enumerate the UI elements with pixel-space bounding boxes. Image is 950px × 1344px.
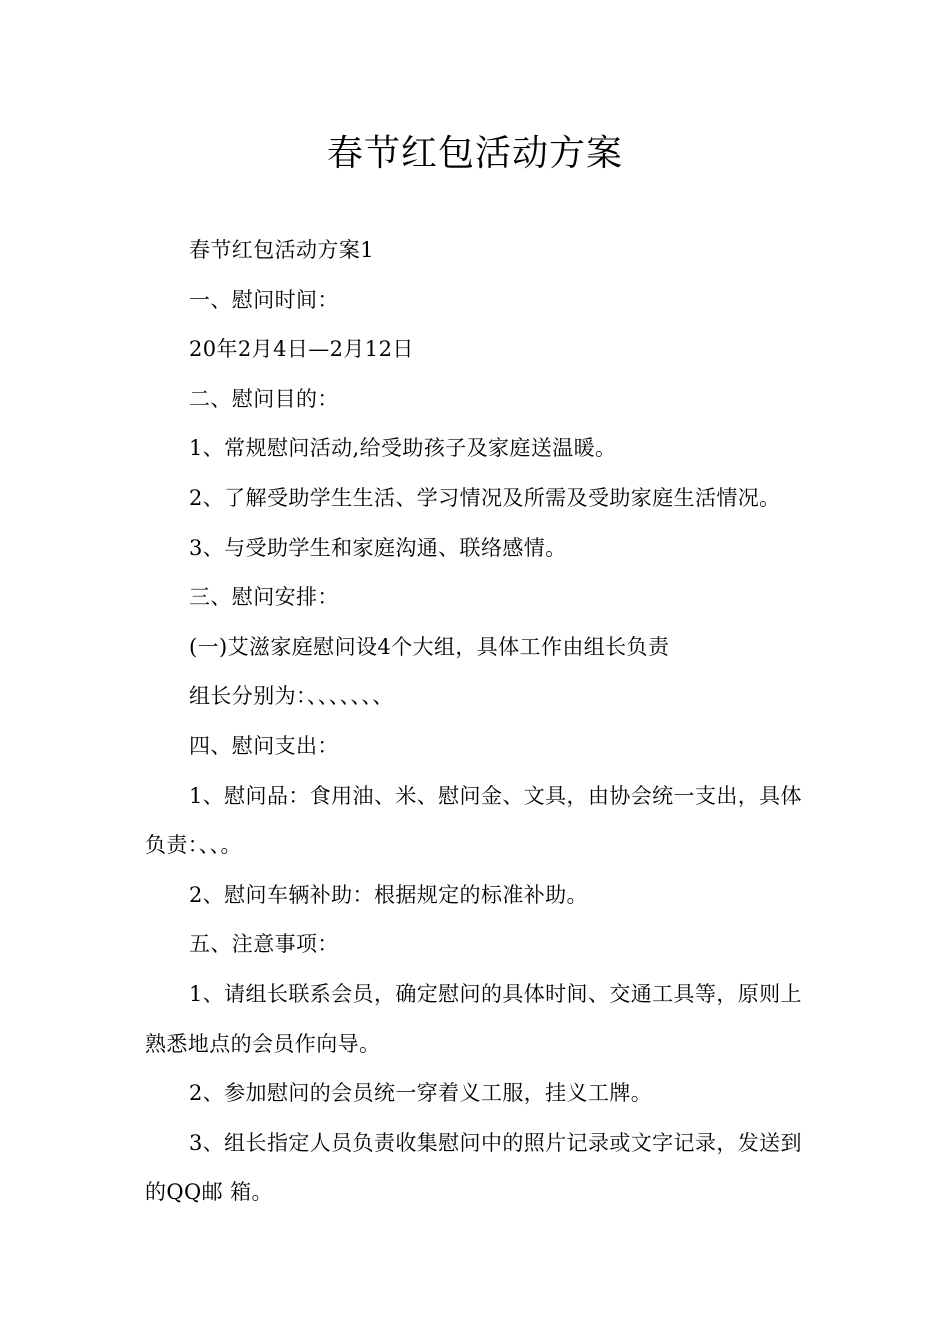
paragraph-time-heading: 一、慰问时间： — [189, 287, 339, 312]
paragraph-arrangement-1: (一)艾滋家庭慰问设4个大组，具体工作由组长负责 — [189, 634, 670, 659]
paragraph-arrangement-heading: 三、慰问安排： — [189, 585, 339, 610]
document-title: 春节红包活动方案 — [326, 133, 623, 174]
paragraph-notes-3: 3、组长指定人员负责收集慰问中的照片记录或文字记录，发送到的QQ邮 箱。 — [145, 1130, 802, 1205]
paragraph-expense-2: 2、慰问车辆补助：根据规定的标准补助。 — [189, 882, 588, 907]
paragraph-group-leaders: 组长分别为：、、、、、、、 — [189, 684, 394, 709]
paragraph-purpose-3: 3、与受助学生和家庭沟通、联络感情。 — [189, 535, 567, 560]
paragraph-notes-2: 2、参加慰问的会员统一穿着义工服，挂义工牌。 — [189, 1081, 653, 1106]
paragraph-notes-heading: 五、注意事项： — [189, 932, 339, 957]
document-body — [145, 226, 807, 1218]
paragraph-purpose-1: 1、常规慰问活动,给受助孩子及家庭送温暖。 — [189, 436, 617, 461]
paragraph-expense-heading: 四、慰问支出： — [189, 733, 339, 758]
paragraph-time-value: 20年2月4日—2月12日 — [189, 337, 414, 362]
paragraph-purpose-2: 2、了解受助学生生活、学习情况及所需及受助家庭生活情况。 — [189, 485, 781, 510]
paragraph-section-heading: 春节红包活动方案1 — [189, 238, 374, 262]
paragraph-expense-1: 1、慰问品：食用油、米、慰问金、文具，由协会统一支出，具体负责：、、。 — [145, 783, 802, 858]
paragraph-notes-1: 1、请组长联系会员，确定慰问的具体时间、交通工具等，原则上熟悉地点的会员作向导。 — [145, 981, 802, 1056]
paragraph-purpose-heading: 二、慰问目的： — [189, 386, 339, 411]
